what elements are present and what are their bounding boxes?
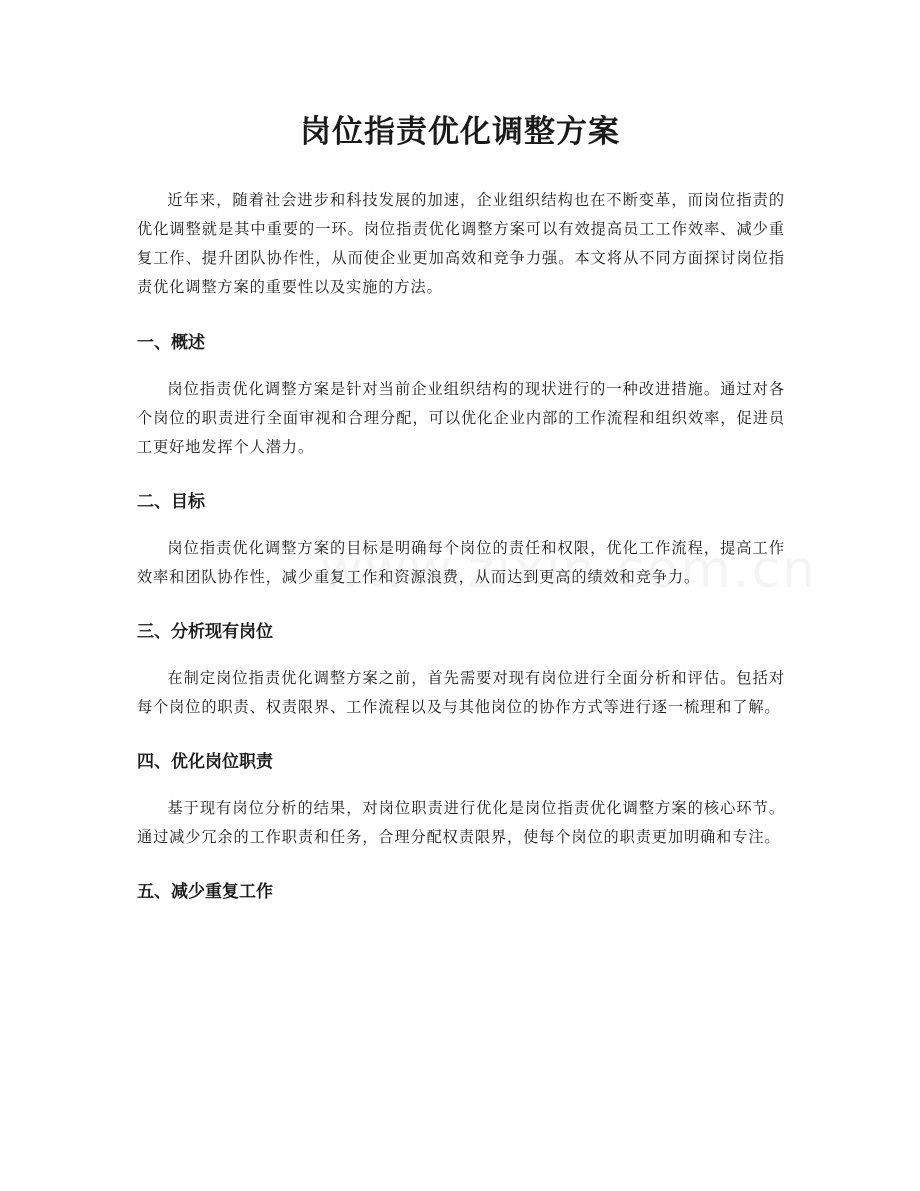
section-body-optimize: 基于现有岗位分析的结果，对岗位职责进行优化是岗位指责优化调整方案的核心环节。通过减少冗余的工作职责和任务，合理分配权责限界，使每个岗位的职责更加明确和专注。 [137,799,785,846]
section-body-analysis: 在制定岗位指责优化调整方案之前，首先需要对现有岗位进行全面分析和评估。包括对每个岗位的职责、权责限界、工作流程以及与其他岗位的协作方式等进行逐一梳理和了解。 [137,669,785,716]
intro-paragraph: 近年来，随着社会进步和科技发展的加速，企业组织结构也在不断变革，而岗位指责的优化调整就是其中重要的一环。岗位指责优化调整方案可以有效提高员工工作效率、减少重复工作、提升团队协作性，从而使企业更加高效和竞争力强。本文将从不同方面探讨岗位指责优化调整方案的重要性以及实施的方法。 [137,191,785,296]
document-body [137,186,785,924]
section-body-goals: 岗位指责优化调整方案的目标是明确每个岗位的责任和权限，优化工作流程，提高工作效率和团队协作性，减少重复工作和资源浪费，从而达到更高的绩效和竞争力。 [137,539,785,586]
section-heading-optimize: 四、优化岗位职责 [137,752,273,772]
section-body-overview: 岗位指责优化调整方案是针对当前企业组织结构的现状进行的一种改进措施。通过对各个岗位的职责进行全面审视和合理分配，可以优化企业内部的工作流程和组织效率，促进员工更好地发挥个人潜力。 [137,380,785,456]
section-heading-reduce-duplication: 五、减少重复工作 [137,882,273,902]
section-heading-goals: 二、目标 [137,492,205,512]
document-title: 岗位指责优化调整方案 [300,114,620,150]
section-heading-analysis: 三、分析现有岗位 [137,622,273,642]
section-heading-overview: 一、概述 [137,333,205,353]
